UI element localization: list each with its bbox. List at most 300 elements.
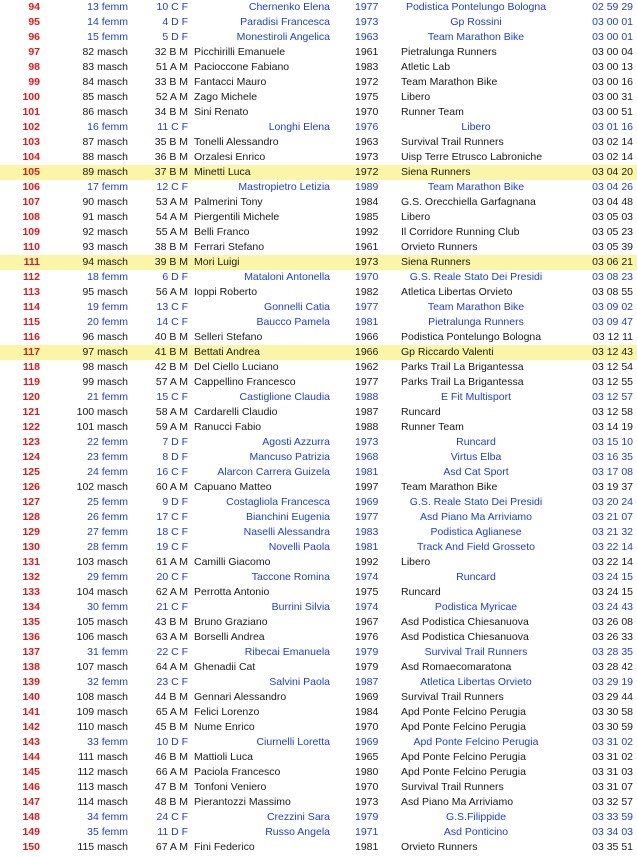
category-rank-cell: 17 C F bbox=[156, 511, 188, 523]
position-cell: 139 bbox=[22, 676, 40, 688]
athlete-name-cell: Costagliola Francesca bbox=[226, 496, 330, 508]
position-cell: 124 bbox=[22, 451, 40, 463]
table-row bbox=[0, 60, 637, 75]
athlete-name-cell: Ranucci Fabio bbox=[194, 421, 262, 433]
position-cell: 140 bbox=[22, 691, 40, 703]
table-row bbox=[0, 510, 637, 525]
position-cell: 121 bbox=[22, 406, 40, 418]
birth-year-cell: 1987 bbox=[355, 406, 379, 418]
position-cell: 130 bbox=[22, 541, 40, 553]
time-cell: 03 34 03 bbox=[592, 826, 633, 838]
athlete-name-cell: Palmerini Tony bbox=[194, 196, 263, 208]
time-cell: 03 17 08 bbox=[592, 466, 633, 478]
time-cell: 03 21 32 bbox=[592, 526, 633, 538]
birth-year-cell: 1975 bbox=[355, 586, 379, 598]
gender-rank-cell: 15 femm bbox=[87, 31, 128, 43]
table-row bbox=[0, 225, 637, 240]
position-cell: 113 bbox=[23, 286, 40, 298]
team-cell: Runcard bbox=[401, 406, 441, 418]
athlete-name-cell: Mancuso Patrizia bbox=[249, 451, 330, 463]
time-cell: 03 35 51 bbox=[592, 841, 633, 853]
birth-year-cell: 1981 bbox=[355, 316, 379, 328]
table-row bbox=[0, 15, 637, 30]
team-cell: Atletica Libertas Orvieto bbox=[420, 676, 532, 688]
team-cell: E Fit Multisport bbox=[440, 391, 511, 403]
birth-year-cell: 1983 bbox=[355, 526, 379, 538]
category-rank-cell: 38 B M bbox=[154, 241, 188, 253]
athlete-name-cell: Cardarelli Claudio bbox=[194, 406, 278, 418]
birth-year-cell: 1984 bbox=[355, 706, 379, 718]
category-rank-cell: 24 C F bbox=[156, 811, 188, 823]
team-cell: Team Marathon Bike bbox=[427, 181, 525, 193]
athlete-name-cell: Castiglione Claudia bbox=[239, 391, 330, 403]
birth-year-cell: 1969 bbox=[355, 496, 379, 508]
table-row bbox=[0, 810, 637, 825]
time-cell: 03 08 55 bbox=[592, 286, 633, 298]
table-row bbox=[0, 630, 637, 645]
gender-rank-cell: 95 masch bbox=[82, 286, 128, 298]
birth-year-cell: 1980 bbox=[355, 766, 379, 778]
time-cell: 03 06 21 bbox=[592, 256, 633, 268]
birth-year-cell: 1963 bbox=[355, 136, 379, 148]
category-rank-cell: 9 D F bbox=[162, 496, 188, 508]
birth-year-cell: 1969 bbox=[355, 736, 379, 748]
table-row bbox=[0, 660, 637, 675]
table-row bbox=[0, 180, 637, 195]
athlete-name-cell: Paciola Francesco bbox=[194, 766, 281, 778]
gender-rank-cell: 14 femm bbox=[87, 16, 128, 28]
position-cell: 110 bbox=[23, 241, 40, 253]
category-rank-cell: 55 A M bbox=[155, 226, 188, 238]
table-row bbox=[0, 255, 637, 270]
athlete-name-cell: Capuano Matteo bbox=[194, 481, 272, 493]
table-row bbox=[0, 405, 637, 420]
gender-rank-cell: 111 masch bbox=[78, 751, 128, 763]
gender-rank-cell: 92 masch bbox=[82, 226, 128, 238]
time-cell: 03 01 16 bbox=[592, 121, 633, 133]
team-cell: Asd Piano Ma Arriviamo bbox=[401, 796, 514, 808]
birth-year-cell: 1971 bbox=[355, 826, 379, 838]
time-cell: 03 26 33 bbox=[592, 631, 633, 643]
team-cell: Apd Ponte Felcino Perugia bbox=[401, 766, 526, 778]
position-cell: 112 bbox=[23, 271, 40, 283]
position-cell: 141 bbox=[22, 706, 40, 718]
team-cell: Libero bbox=[461, 121, 491, 133]
athlete-name-cell: Piergentili Michele bbox=[194, 211, 280, 223]
birth-year-cell: 1970 bbox=[355, 106, 379, 118]
gender-rank-cell: 31 femm bbox=[87, 646, 128, 658]
table-row bbox=[0, 45, 637, 60]
birth-year-cell: 1981 bbox=[355, 541, 379, 553]
team-cell: Libero bbox=[401, 91, 431, 103]
gender-rank-cell: 16 femm bbox=[87, 121, 128, 133]
position-cell: 106 bbox=[22, 181, 40, 193]
athlete-name-cell: Minetti Luca bbox=[194, 166, 251, 178]
position-cell: 114 bbox=[23, 301, 40, 313]
position-cell: 150 bbox=[22, 841, 40, 853]
team-cell: Runner Team bbox=[401, 421, 464, 433]
birth-year-cell: 1965 bbox=[355, 751, 379, 763]
table-row bbox=[0, 420, 637, 435]
gender-rank-cell: 87 masch bbox=[82, 136, 128, 148]
time-cell: 03 02 14 bbox=[592, 151, 633, 163]
team-cell: Podistica Myricae bbox=[434, 601, 518, 613]
athlete-name-cell: Mattioli Luca bbox=[194, 751, 253, 763]
category-rank-cell: 20 C F bbox=[156, 571, 188, 583]
athlete-name-cell: Tonelli Alessandro bbox=[194, 136, 279, 148]
athlete-name-cell: Russo Angela bbox=[265, 826, 330, 838]
table-row bbox=[0, 465, 637, 480]
athlete-name-cell: Sini Renato bbox=[194, 106, 249, 118]
gender-rank-cell: 20 femm bbox=[87, 316, 128, 328]
position-cell: 146 bbox=[22, 781, 40, 793]
table-row bbox=[0, 525, 637, 540]
category-rank-cell: 6 D F bbox=[162, 271, 188, 283]
birth-year-cell: 1970 bbox=[355, 721, 379, 733]
position-cell: 96 bbox=[28, 31, 40, 43]
time-cell: 03 12 55 bbox=[592, 376, 633, 388]
table-row bbox=[0, 135, 637, 150]
category-rank-cell: 10 C F bbox=[156, 1, 188, 13]
table-row bbox=[0, 90, 637, 105]
gender-rank-cell: 106 masch bbox=[76, 631, 128, 643]
birth-year-cell: 1962 bbox=[355, 361, 379, 373]
athlete-name-cell: Del Ciello Luciano bbox=[194, 361, 279, 373]
category-rank-cell: 18 C F bbox=[156, 526, 188, 538]
time-cell: 03 00 04 bbox=[592, 46, 633, 58]
gender-rank-cell: 17 femm bbox=[87, 181, 128, 193]
category-rank-cell: 58 A M bbox=[155, 406, 188, 418]
athlete-name-cell: Mataloni Antonella bbox=[244, 271, 330, 283]
table-row bbox=[0, 270, 637, 285]
team-cell: Podistica Pontelungo Bologna bbox=[401, 331, 542, 343]
category-rank-cell: 47 B M bbox=[154, 781, 188, 793]
birth-year-cell: 1981 bbox=[355, 841, 379, 853]
team-cell: Asd Piano Ma Arriviamo bbox=[419, 511, 533, 523]
gender-rank-cell: 107 masch bbox=[76, 661, 128, 673]
team-cell: Podistica Pontelungo Bologna bbox=[405, 1, 547, 13]
position-cell: 115 bbox=[23, 316, 40, 328]
team-cell: Pietralunga Runners bbox=[401, 46, 497, 58]
table-row bbox=[0, 555, 637, 570]
time-cell: 03 16 35 bbox=[592, 451, 633, 463]
gender-rank-cell: 101 masch bbox=[76, 421, 128, 433]
gender-rank-cell: 27 femm bbox=[87, 526, 128, 538]
athlete-name-cell: Pierantozzi Massimo bbox=[194, 796, 291, 808]
team-cell: Gp Riccardo Valenti bbox=[401, 346, 494, 358]
athlete-name-cell: Agosti Azzurra bbox=[262, 436, 330, 448]
position-cell: 127 bbox=[22, 496, 40, 508]
team-cell: G.S. Reale Stato Dei Presidi bbox=[409, 496, 543, 508]
category-rank-cell: 45 B M bbox=[154, 721, 188, 733]
time-cell: 03 30 59 bbox=[592, 721, 633, 733]
gender-rank-cell: 26 femm bbox=[87, 511, 128, 523]
athlete-name-cell: Burrini Silvia bbox=[271, 601, 330, 613]
gender-rank-cell: 99 masch bbox=[82, 376, 128, 388]
gender-rank-cell: 89 masch bbox=[82, 166, 128, 178]
position-cell: 118 bbox=[23, 361, 40, 373]
time-cell: 03 12 43 bbox=[592, 346, 633, 358]
table-row bbox=[0, 375, 637, 390]
table-row bbox=[0, 825, 637, 840]
gender-rank-cell: 82 masch bbox=[82, 46, 128, 58]
team-cell: Team Marathon Bike bbox=[427, 301, 525, 313]
category-rank-cell: 40 B M bbox=[154, 331, 188, 343]
time-cell: 03 04 26 bbox=[592, 181, 633, 193]
team-cell: Orvieto Runners bbox=[401, 841, 478, 853]
athlete-name-cell: Gennari Alessandro bbox=[194, 691, 287, 703]
position-cell: 104 bbox=[22, 151, 40, 163]
team-cell: G.S. Reale Stato Dei Presidi bbox=[409, 271, 543, 283]
birth-year-cell: 1967 bbox=[355, 616, 379, 628]
athlete-name-cell: Belli Franco bbox=[194, 226, 250, 238]
time-cell: 03 31 02 bbox=[592, 736, 633, 748]
time-cell: 03 04 48 bbox=[592, 196, 633, 208]
time-cell: 03 00 01 bbox=[592, 16, 633, 28]
position-cell: 128 bbox=[22, 511, 40, 523]
position-cell: 149 bbox=[22, 826, 40, 838]
category-rank-cell: 67 A M bbox=[155, 841, 188, 853]
gender-rank-cell: 25 femm bbox=[87, 496, 128, 508]
team-cell: Team Marathon Bike bbox=[427, 31, 525, 43]
time-cell: 03 30 58 bbox=[592, 706, 633, 718]
team-cell: Survival Trail Runners bbox=[401, 691, 504, 703]
category-rank-cell: 48 B M bbox=[154, 796, 188, 808]
gender-rank-cell: 32 femm bbox=[87, 676, 128, 688]
athlete-name-cell: Perrotta Antonio bbox=[194, 586, 270, 598]
gender-rank-cell: 102 masch bbox=[76, 481, 128, 493]
athlete-name-cell: Baucco Pamela bbox=[256, 316, 330, 328]
category-rank-cell: 23 C F bbox=[156, 676, 188, 688]
athlete-name-cell: Felici Lorenzo bbox=[194, 706, 260, 718]
gender-rank-cell: 22 femm bbox=[87, 436, 128, 448]
team-cell: Pietralunga Runners bbox=[428, 316, 524, 328]
birth-year-cell: 1976 bbox=[355, 121, 379, 133]
time-cell: 03 33 59 bbox=[592, 811, 633, 823]
time-cell: 03 05 39 bbox=[592, 241, 633, 253]
birth-year-cell: 1973 bbox=[355, 436, 379, 448]
athlete-name-cell: Chernenko Elena bbox=[248, 1, 330, 13]
table-row bbox=[0, 120, 637, 135]
category-rank-cell: 4 D F bbox=[162, 16, 188, 28]
category-rank-cell: 10 D F bbox=[156, 736, 188, 748]
position-cell: 119 bbox=[23, 376, 40, 388]
position-cell: 108 bbox=[22, 211, 40, 223]
gender-rank-cell: 21 femm bbox=[87, 391, 128, 403]
gender-rank-cell: 103 masch bbox=[76, 556, 128, 568]
position-cell: 117 bbox=[23, 346, 40, 358]
gender-rank-cell: 105 masch bbox=[76, 616, 128, 628]
team-cell: Runcard bbox=[401, 586, 441, 598]
athlete-name-cell: Naselli Alessandra bbox=[243, 526, 330, 538]
athlete-name-cell: Longhi Elena bbox=[268, 121, 330, 133]
time-cell: 03 12 58 bbox=[592, 406, 633, 418]
time-cell: 03 22 14 bbox=[592, 541, 633, 553]
table-row bbox=[0, 690, 637, 705]
position-cell: 147 bbox=[22, 796, 40, 808]
table-row bbox=[0, 705, 637, 720]
athlete-name-cell: Mastropietro Letizia bbox=[238, 181, 330, 193]
gender-rank-cell: 115 masch bbox=[77, 841, 128, 853]
position-cell: 145 bbox=[22, 766, 40, 778]
athlete-name-cell: Ioppi Roberto bbox=[194, 286, 258, 298]
birth-year-cell: 1983 bbox=[355, 61, 379, 73]
gender-rank-cell: 90 masch bbox=[82, 196, 128, 208]
position-cell: 100 bbox=[22, 91, 40, 103]
athlete-name-cell: Cappellino Francesco bbox=[194, 376, 296, 388]
table-row bbox=[0, 285, 637, 300]
table-row bbox=[0, 75, 637, 90]
category-rank-cell: 41 B M bbox=[154, 346, 188, 358]
birth-year-cell: 1968 bbox=[355, 451, 379, 463]
athlete-name-cell: Ciurnelli Loretta bbox=[256, 736, 330, 748]
position-cell: 131 bbox=[22, 556, 40, 568]
gender-rank-cell: 96 masch bbox=[82, 331, 128, 343]
category-rank-cell: 59 A M bbox=[155, 421, 188, 433]
athlete-name-cell: Ferrari Stefano bbox=[194, 241, 265, 253]
time-cell: 03 00 01 bbox=[592, 31, 633, 43]
team-cell: Orvieto Runners bbox=[401, 241, 478, 253]
birth-year-cell: 1972 bbox=[355, 166, 379, 178]
table-row bbox=[0, 360, 637, 375]
time-cell: 03 31 03 bbox=[592, 766, 633, 778]
gender-rank-cell: 98 masch bbox=[82, 361, 128, 373]
category-rank-cell: 32 B M bbox=[154, 46, 188, 58]
table-row bbox=[0, 345, 637, 360]
team-cell: Survival Trail Runners bbox=[401, 781, 504, 793]
table-row bbox=[0, 195, 637, 210]
table-row bbox=[0, 480, 637, 495]
team-cell: Il Corridore Running Club bbox=[401, 226, 520, 238]
team-cell: Apd Ponte Felcino Perugia bbox=[401, 751, 526, 763]
gender-rank-cell: 113 masch bbox=[77, 781, 128, 793]
team-cell: G.S. Orecchiella Garfagnana bbox=[401, 196, 536, 208]
category-rank-cell: 21 C F bbox=[156, 601, 188, 613]
category-rank-cell: 63 A M bbox=[155, 631, 188, 643]
time-cell: 03 24 43 bbox=[592, 601, 633, 613]
category-rank-cell: 52 A M bbox=[155, 91, 188, 103]
birth-year-cell: 1961 bbox=[355, 241, 379, 253]
birth-year-cell: 1976 bbox=[355, 631, 379, 643]
gender-rank-cell: 34 femm bbox=[87, 811, 128, 823]
table-row bbox=[0, 750, 637, 765]
category-rank-cell: 56 A M bbox=[155, 286, 188, 298]
team-cell: Runcard bbox=[456, 571, 496, 583]
table-row bbox=[0, 435, 637, 450]
table-row bbox=[0, 600, 637, 615]
birth-year-cell: 1984 bbox=[355, 196, 379, 208]
gender-rank-cell: 114 masch bbox=[77, 796, 128, 808]
category-rank-cell: 11 D F bbox=[157, 826, 188, 838]
team-cell: Apd Ponte Felcino Perugia bbox=[401, 706, 526, 718]
gender-rank-cell: 91 masch bbox=[82, 211, 128, 223]
category-rank-cell: 61 A M bbox=[155, 556, 188, 568]
team-cell: Asd Cat Sport bbox=[443, 466, 509, 478]
team-cell: Parks Trail La Brigantessa bbox=[401, 376, 524, 388]
time-cell: 03 28 42 bbox=[592, 661, 633, 673]
time-cell: 02 59 29 bbox=[592, 1, 633, 13]
athlete-name-cell: Gonnelli Catia bbox=[264, 301, 330, 313]
gender-rank-cell: 97 masch bbox=[82, 346, 128, 358]
category-rank-cell: 46 B M bbox=[154, 751, 188, 763]
gender-rank-cell: 19 femm bbox=[87, 301, 128, 313]
athlete-name-cell: Fantacci Mauro bbox=[194, 76, 267, 88]
table-row bbox=[0, 315, 637, 330]
team-cell: Asd Romaecomaratona bbox=[401, 661, 512, 673]
gender-rank-cell: 33 femm bbox=[87, 736, 128, 748]
birth-year-cell: 1992 bbox=[355, 226, 379, 238]
position-cell: 133 bbox=[22, 586, 40, 598]
position-cell: 109 bbox=[22, 226, 40, 238]
table-row bbox=[0, 735, 637, 750]
team-cell: G.S.Filippide bbox=[445, 811, 507, 823]
position-cell: 123 bbox=[22, 436, 40, 448]
category-rank-cell: 19 C F bbox=[156, 541, 188, 553]
table-row bbox=[0, 330, 637, 345]
table-row bbox=[0, 390, 637, 405]
athlete-name-cell: Picchirilli Emanuele bbox=[194, 46, 286, 58]
birth-year-cell: 1981 bbox=[355, 466, 379, 478]
athlete-name-cell: Tonfoni Veniero bbox=[194, 781, 267, 793]
position-cell: 122 bbox=[22, 421, 40, 433]
category-rank-cell: 51 A M bbox=[155, 61, 188, 73]
position-cell: 120 bbox=[22, 391, 40, 403]
team-cell: Gp Rossini bbox=[450, 16, 502, 28]
team-cell: Asd Ponticino bbox=[443, 826, 509, 838]
team-cell: Team Marathon Bike bbox=[401, 481, 498, 493]
gender-rank-cell: 35 femm bbox=[87, 826, 128, 838]
team-cell: Asd Podistica Chiesanuova bbox=[401, 631, 529, 643]
athlete-name-cell: Mori Luigi bbox=[194, 256, 240, 268]
time-cell: 03 00 31 bbox=[592, 91, 633, 103]
position-cell: 143 bbox=[22, 736, 40, 748]
team-cell: Team Marathon Bike bbox=[401, 76, 498, 88]
position-cell: 134 bbox=[22, 601, 40, 613]
birth-year-cell: 1977 bbox=[355, 1, 379, 13]
table-row bbox=[0, 165, 637, 180]
position-cell: 129 bbox=[22, 526, 40, 538]
category-rank-cell: 44 B M bbox=[154, 691, 188, 703]
time-cell: 03 00 51 bbox=[592, 106, 633, 118]
table-row bbox=[0, 300, 637, 315]
time-cell: 03 29 19 bbox=[592, 676, 633, 688]
athlete-name-cell: Bettati Andrea bbox=[194, 346, 260, 358]
time-cell: 03 32 57 bbox=[592, 796, 633, 808]
table-row bbox=[0, 105, 637, 120]
time-cell: 03 00 16 bbox=[592, 76, 633, 88]
birth-year-cell: 1979 bbox=[355, 661, 379, 673]
category-rank-cell: 60 A M bbox=[155, 481, 188, 493]
gender-rank-cell: 88 masch bbox=[82, 151, 128, 163]
position-cell: 95 bbox=[28, 16, 40, 28]
category-rank-cell: 54 A M bbox=[155, 211, 188, 223]
position-cell: 126 bbox=[22, 481, 40, 493]
table-row bbox=[0, 585, 637, 600]
athlete-name-cell: Bianchini Eugenia bbox=[245, 511, 330, 523]
time-cell: 03 31 07 bbox=[592, 781, 633, 793]
athlete-name-cell: Ghenadii Cat bbox=[194, 661, 256, 673]
table-row bbox=[0, 615, 637, 630]
category-rank-cell: 64 A M bbox=[155, 661, 188, 673]
position-cell: 99 bbox=[28, 76, 40, 88]
position-cell: 137 bbox=[22, 646, 40, 658]
birth-year-cell: 1988 bbox=[355, 421, 379, 433]
category-rank-cell: 22 C F bbox=[156, 646, 188, 658]
category-rank-cell: 65 A M bbox=[155, 706, 188, 718]
birth-year-cell: 1970 bbox=[355, 781, 379, 793]
position-cell: 132 bbox=[22, 571, 40, 583]
gender-rank-cell: 100 masch bbox=[76, 406, 128, 418]
